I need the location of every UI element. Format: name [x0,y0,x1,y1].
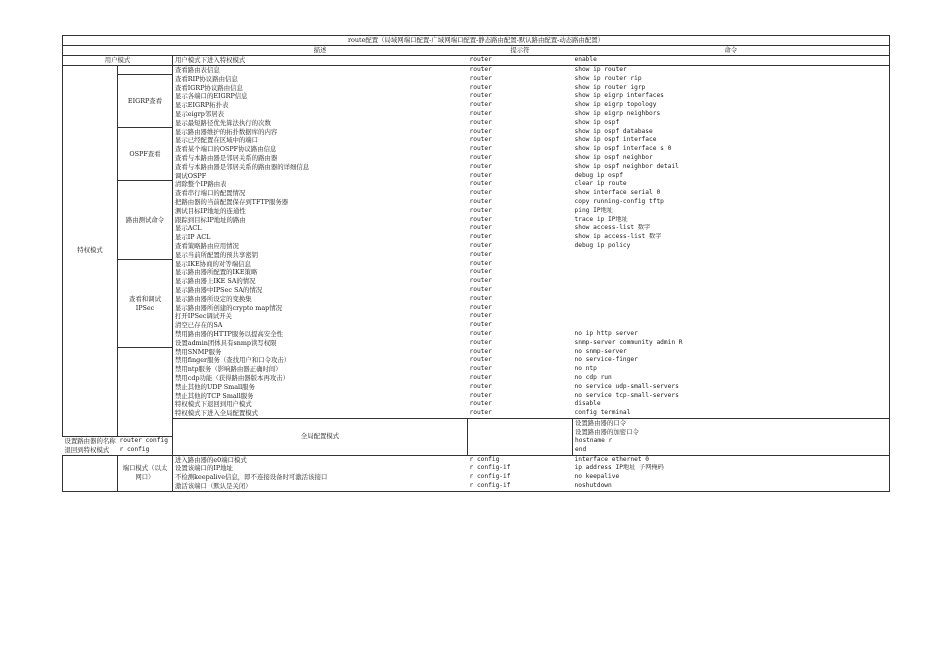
cmd-cell: show ip ospf interface s 0 [573,145,890,154]
cmd-cell: show ip router [573,65,890,75]
cmd-cell: snmp-server community admin R [573,339,890,348]
group-cell [118,65,173,75]
cmd-cell: no service udp-small-servers [573,383,890,392]
prompt-cell: router [469,206,492,214]
cmd-cell: no snmp-server [573,348,890,357]
cmd-cell: end [573,446,890,455]
table-row [63,356,890,365]
table-row [63,365,890,374]
cmd-cell [573,251,890,260]
desc-cell: 特权模式下退回到用户模式 [175,400,252,409]
cmd-cell: ping IP地址 [573,207,890,216]
cmd-cell: no service tcp-small-servers [573,392,890,401]
desc-cell: 查看与本路由器是邻居关系的路由器 [175,154,278,163]
mode-cell: 用户模式 [63,55,173,65]
desc-cell: 设置admin团体具有snmp读写权限 [175,338,277,347]
group-cell: 查看和调试IPSec [118,260,173,348]
table-row [63,242,890,251]
cmd-cell: debug ip policy [573,242,890,251]
table-row [63,154,890,163]
desc-cell: 禁用ntp服务（影响路由器正确时间） [175,365,282,374]
desc-cell: 禁用SNMP服务 [175,347,222,356]
prompt-cell: router [469,268,492,276]
table-row [63,180,890,189]
prompt-cell: router [469,330,492,337]
desc-cell: 显示路由器所配置的IKE策略 [175,268,258,277]
desc-cell: 测试目标IP地址的连通性 [175,206,246,215]
table-row [63,374,890,383]
table-row [63,224,890,233]
desc-cell: 查看与本路由器是邻居关系的路由器的详细信息 [175,162,310,171]
table-row [63,464,890,473]
prompt-cell: router [469,136,492,144]
cmd-cell: show ip ospf neighbor [573,154,890,163]
group-cell: EIGRP查看 [118,75,173,128]
desc-cell: 进入路由器的e0端口模式 [175,455,247,464]
table-row [63,198,890,207]
table-row [63,84,890,93]
cmd-cell [573,260,890,269]
prompt-cell: router [469,154,492,162]
desc-cell: 显示IP ACL [175,233,211,242]
table-row [63,312,890,321]
page-title: route配置（局域网端口配置-广域网端口配置-静态路由配置-默认路由配置-动态路由配置） [63,36,890,46]
group-cell: 端口模式（以太网口） [118,455,173,491]
prompt-cell: r config-if [469,473,511,481]
header-mode-cell [63,45,118,55]
desc-cell: 把路由器的当前配置保存到TFTP服务器 [175,198,289,207]
desc-cell: 显示路由器维护的拓扑数据库的内容 [175,127,278,136]
prompt-cell: router [469,321,492,329]
prompt-cell: router [469,145,492,153]
desc-cell: 禁用finger服务（查找用户和口令攻击） [175,356,291,365]
table-row [63,321,890,330]
prompt-cell: router [468,55,573,65]
desc-cell: 显示路由器中IPSec SA的情况 [175,286,263,295]
table-row [63,400,890,409]
group-cell: 路由测试命令 [118,180,173,259]
cmd-cell: show ip router igrp [573,84,890,93]
desc-cell: 查看IGRP协议路由信息 [175,83,243,92]
prompt-cell: router [469,312,492,320]
table-row [63,330,890,339]
prompt-cell: router [469,400,492,408]
mode-cell [63,455,118,491]
header-row [63,45,890,55]
cmd-cell [573,286,890,295]
table-row [63,207,890,216]
desc-cell: 显示最短路径优先算法执行的次数 [175,118,271,127]
cmd-cell [573,268,890,277]
cmd-cell: show ip access-list 数字 [573,233,890,242]
cmd-cell [573,295,890,304]
desc-cell: 显示各端口的EIGRP信息 [175,92,248,101]
prompt-cell: router [469,127,492,135]
table-row [63,339,890,348]
desc-cell: 显示eigrp邻居表 [175,110,225,119]
cmd-cell: show access-list 数字 [573,224,890,233]
prompt-cell: r config [118,446,173,455]
desc-cell: 查看策略路由应用情况 [175,242,239,251]
table-row [63,55,890,65]
cmd-cell: show interface serial 0 [573,189,890,198]
desc-cell: 设置路由器的口令 [575,418,627,427]
prompt-cell: router [469,391,492,399]
table-row [63,409,890,418]
prompt-cell: router [469,365,492,373]
prompt-cell: router [469,215,492,223]
group-cell [118,348,173,437]
cmd-cell [573,321,890,330]
prompt-cell: router [469,286,492,294]
prompt-cell: router [469,162,492,170]
prompt-cell: router [469,294,492,302]
table-row [63,277,890,286]
prompt-cell: router [469,110,492,118]
prompt-cell: router [469,277,492,285]
desc-cell: 查看RIP协议路由信息 [175,74,238,83]
table-row [63,119,890,128]
cmd-cell [573,312,890,321]
group-cell: OSPF查看 [118,128,173,181]
prompt-cell: r config-if [468,482,573,491]
desc-cell: 设置该端口的IP地址 [175,464,233,473]
table-row [63,392,890,401]
header-cmd: 命令 [573,45,890,55]
desc-cell: 禁止其他的UDP Small服务 [175,382,255,391]
desc-cell: 显示ACL [175,224,202,233]
prompt-cell: router [469,83,492,91]
table-row [63,172,890,181]
table-row [63,233,890,242]
table-row [63,136,890,145]
desc-cell: 激活该端口（默认是关闭） [173,482,468,491]
title-row [63,36,890,46]
desc-cell: 显示路由器所设定的变换集 [175,294,252,303]
cmd-cell: config terminal [573,409,890,418]
table-row [63,163,890,172]
table-row [63,216,890,225]
mode-cell: 特权模式 [63,65,118,436]
prompt-cell: router [469,65,492,73]
cmd-cell: debug ip ospf [573,172,890,181]
cmd-cell: enable [573,55,890,65]
prompt-cell: router [469,189,492,197]
prompt-cell: router [469,242,492,250]
table-row [63,75,890,84]
desc-cell: 显示IKE协商的对等端信息 [175,259,251,268]
cmd-cell: show ip ospf [573,119,890,128]
cmd-cell: ip address IP地址 子网掩码 [573,464,890,473]
cmd-cell: copy running-config tftp [573,198,890,207]
prompt-cell: router [469,118,492,126]
table-row [63,260,890,269]
prompt-cell: router [469,198,492,206]
desc-cell: 显示路由器上IKE SA的情况 [175,277,256,286]
table-row [63,101,890,110]
table-row [63,145,890,154]
cmd-cell [573,277,890,286]
cmd-cell: show ip ospf interface [573,136,890,145]
desc-cell: 跟踪到目标IP地址的路由 [175,215,246,224]
cmd-cell: clear ip route [573,180,890,189]
table-row [63,251,890,260]
cmd-cell: noshutdown [573,482,890,491]
desc-cell: 设置路由器的加密口令 [575,427,639,436]
cmd-cell: trace ip IP地址 [573,216,890,225]
cmd-cell [573,304,890,313]
desc-cell: 查看路由表信息 [175,65,220,74]
prompt-cell: router [469,347,492,355]
table-row [63,286,890,295]
header-desc: 描述 [173,45,468,55]
prompt-cell: router [469,259,492,267]
desc-cell: 禁止其他的TCP Small服务 [175,391,254,400]
desc-cell: 不检测keepalive信息，即不连接设备时可激活该接口 [175,473,328,482]
table-row [63,348,890,357]
prompt-cell: router [469,233,492,241]
cmd-cell: show ip ospf neighbor detail [573,163,890,172]
table-row [63,455,890,464]
cmd-cell: no ip http server [573,330,890,339]
desc-cell: 显示EIGRP拓扑表 [175,101,229,110]
prompt-cell: router [468,409,573,418]
cmd-cell: show ip eigrp topology [573,101,890,110]
config-table [62,35,890,492]
prompt-cell: router [469,92,492,100]
prompt-cell: router [469,224,492,232]
prompt-cell: router [469,303,492,311]
table-row [63,482,890,491]
prompt-cell: router [469,74,492,82]
desc-cell: 查看某个端口的OSPF协议路由信息 [175,145,277,154]
table-row [63,473,890,482]
prompt-cell: r config [469,455,500,463]
prompt-cell: router [469,250,492,258]
prompt-cell: router [469,171,492,179]
cmd-cell: interface ethernet 0 [573,455,890,464]
prompt-cell: r config-if [469,464,511,472]
cmd-cell: hostname r [573,437,890,446]
cmd-cell: no keepalive [573,473,890,482]
prompt-cell: router [469,382,492,390]
desc-cell: 退回到特权模式 [63,446,118,455]
desc-cell: 显示路由器所创建的crypto map情况 [175,303,283,312]
desc-cell: 清空已存在的SA [175,321,223,330]
desc-cell: 禁用路由器的HTTP服务以提高安全性 [175,330,283,338]
table-row [63,383,890,392]
table-row [63,295,890,304]
desc-cell: 用户模式下进入特权模式 [173,55,468,65]
cmd-cell: show ip eigrp neighbors [573,110,890,119]
desc-cell: 显示已经配置在区域中的端口 [175,136,259,145]
header-prompt: 提示符 [468,45,573,55]
cmd-cell: disable [573,400,890,409]
cmd-cell: no ntp [573,365,890,374]
desc-cell: 禁用cdp功能（获得路由器版本再攻击） [175,373,290,382]
cmd-cell: show ip router rip [573,75,890,84]
table-row [63,189,890,198]
table-row [63,110,890,119]
table-row [63,65,890,75]
prompt-cell: router [469,338,492,346]
prompt-cell: router [469,180,492,188]
prompt-cell: router config [119,437,168,445]
desc-cell: 打开IPSec调试开关 [175,312,232,321]
table-row [63,418,890,427]
desc-cell: 查看串行端口的配置情况 [175,189,246,198]
desc-cell: 清除整个IP路由表 [175,180,227,189]
prompt-cell: router [469,101,492,109]
desc-cell: 设置路由器的名称 [64,437,116,446]
cmd-cell: show ip eigrp interfaces [573,92,890,101]
prompt-cell: router [469,373,492,381]
desc-cell: 显示当前所配置的预共享密钥 [175,250,259,259]
desc-cell: 特权模式下进入全局配置模式 [173,409,468,418]
mode-cell: 全局配置模式 [173,418,468,455]
cmd-cell: no cdp run [573,374,890,383]
table-row [63,268,890,277]
cmd-cell: show ip ospf database [573,128,890,137]
table-row [63,304,890,313]
table-row [63,128,890,137]
cmd-cell: no service-finger [573,356,890,365]
prompt-cell: router [469,356,492,364]
group-cell [468,418,573,455]
header-group-cell [118,45,173,55]
desc-cell: 调试OSPF [175,171,207,180]
table-row [63,92,890,101]
